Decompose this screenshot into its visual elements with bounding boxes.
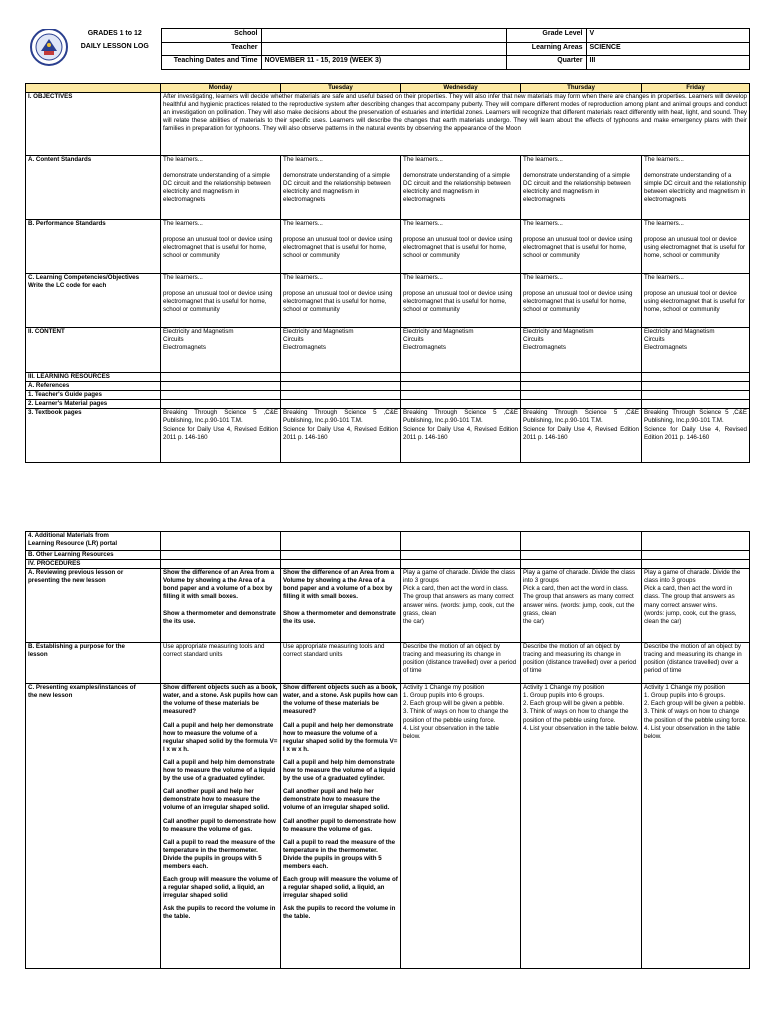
additional-materials-label: 4. Additional Materials from Learning Resource (LR) portal [26, 532, 161, 551]
performance-standards-mon: The learners... propose an unusual tool or device using electromagnet that is useful for home, school or community [161, 220, 281, 274]
learning-areas-field[interactable]: SCIENCE [586, 42, 749, 56]
learning-resources-label: III. LEARNING RESOURCES [26, 373, 161, 382]
presenting-tue-para: Show different objects such as a book, water, and a stone. Ask pupils how can the volume of these materials be measured? [283, 684, 398, 716]
presenting-mon [161, 684, 281, 969]
day-thursday: Thursday [521, 84, 642, 93]
competencies-fri: The learners... propose an unusual tool or device using electromagnet that is useful for home, school or community [642, 274, 750, 328]
purpose-fri: Describe the motion of an object by tracing and measuring its change in position (distance travelled) over a period of time [642, 643, 750, 684]
reviewing-mon: Show the difference of an Area from a Volume by showing a the Area of a bond paper and a volume of a box by filling it with small boxes. Show a thermometer and demonstrate the its use. [161, 569, 281, 643]
empty-cell [521, 391, 642, 400]
day-wednesday: Wednesday [401, 84, 521, 93]
empty-cell [521, 382, 642, 391]
presenting-tue-para: Call a pupil and help her demonstrate how to measure the volume of a regular shaped solid by the formula V= l x w x h. [283, 721, 398, 753]
performance-standards-fri: The learners... propose an unusual tool or device using electromagnet that is useful for home, school or community [642, 220, 750, 274]
empty-cell [281, 400, 401, 409]
empty-cell [521, 532, 642, 551]
textbook-thu: Breaking Through Science 5 ,C&E Publishing, Inc.p.90-101 T.M. Science for Daily Use 4, Revised Edition 2011 p. 146-160 [521, 409, 642, 463]
reviewing-label: A. Reviewing previous lesson or presenting the new lesson [26, 569, 161, 643]
empty-cell [401, 391, 521, 400]
dates-field[interactable]: NOVEMBER 11 - 15, 2019 (WEEK 3) [261, 56, 506, 70]
textbook-mon: Breaking Through Science 5 ,C&E Publishing, Inc.p.90-101 T.M. Science for Daily Use 4, Revised Edition 2011 p. 146-160 [161, 409, 281, 463]
reviewing-tue: Show the difference of an Area from a Volume by showing a the Area of a bond paper and a volume of a box by filling it with small boxes. Show a thermometer and demonstrate the its use. [281, 569, 401, 643]
empty-cell [161, 400, 281, 409]
purpose-wed: Describe the motion of an object by tracing and measuring its change in position (distance travelled) over a period of time [401, 643, 521, 684]
deped-seal [25, 29, 69, 70]
presenting-label: C. Presenting examples/instances of the new lesson [26, 684, 161, 969]
content-label: II. CONTENT [26, 328, 161, 373]
school-label: School [161, 29, 261, 43]
presenting-mon-para: Show different objects such as a book, water, and a stone. Ask pupils how can the volume of these materials be measured? [163, 684, 278, 716]
content-thu: Electricity and Magnetism Circuits Electromagnets [521, 328, 642, 373]
performance-standards-tue: The learners... propose an unusual tool or device using electromagnet that is useful for home, school or community [281, 220, 401, 274]
learning-areas-label: Learning Areas [506, 42, 586, 56]
content-standards-fri: The learners... demonstrate understanding of a simple DC circuit and the relationship between electricity and magnetism in electromagnets [642, 156, 750, 220]
teacher-label: Teacher [161, 42, 261, 56]
competencies-thu: The learners... propose an unusual tool or device using electromagnet that is useful for home, school or community [521, 274, 642, 328]
presenting-mon-para: Call a pupil to read the measure of the temperature in the thermometer. Divide the pupils in groups with 5 members each. [163, 838, 276, 870]
school-field[interactable] [261, 29, 506, 43]
empty-cell [521, 373, 642, 382]
textbook-wed: Breaking Through Science 5 ,C&E Publishing, Inc.p.90-101 T.M. Science for Daily Use 4, Revised Edition 2011 p. 146-160 [401, 409, 521, 463]
content-standards-mon: The learners... demonstrate understanding of a simple DC circuit and the relationship between electricity and magnetism in electromagnets [161, 156, 281, 220]
learners-material-label: 2. Learner's Material pages [26, 400, 161, 409]
performance-standards-thu: The learners... propose an unusual tool or device using electromagnet that is useful for home, school or community [521, 220, 642, 274]
grades-label: GRADES 1 to 12 [87, 29, 142, 37]
presenting-wed: Activity 1 Change my position 1. Group pupils into 6 groups. 2. Each group will be given a pebble. 3. Think of ways on how to change the position of the pebble using force. 4. List your observation in the table below. [401, 684, 521, 969]
textbook-label: 3. Textbook pages [26, 409, 161, 463]
presenting-tue-para: Call another pupil to demonstrate how to measure the volume of gas. [283, 817, 396, 833]
empty-cell [281, 373, 401, 382]
grade-level-label: Grade Level [506, 29, 586, 43]
performance-standards-wed: The learners... propose an unusual tool or device using electromagnet that is useful for home, school or community [401, 220, 521, 274]
empty-cell [401, 400, 521, 409]
empty-cell [281, 560, 401, 569]
day-friday: Friday [642, 84, 750, 93]
empty-cell [281, 551, 401, 560]
empty-cell [161, 551, 281, 560]
empty-cell [281, 532, 401, 551]
textbook-fri: Breaking Through Science 5 ,C&E Publishing, Inc.p.90-101 T.M. Science for Daily Use 4, Revised Edition 2011 p. 146-160 [642, 409, 750, 463]
day-monday: Monday [161, 84, 281, 93]
competencies-wed: The learners... propose an unusual tool or device using electromagnet that is useful for home, school or community [401, 274, 521, 328]
references-label: A. References [26, 382, 161, 391]
empty-cell [161, 391, 281, 400]
empty-cell [281, 391, 401, 400]
presenting-tue-para: Call a pupil and help him demonstrate how to measure the volume of a liquid by the use of a graduated cylinder. [283, 758, 396, 783]
dll-label: DAILY LESSON LOG [80, 43, 149, 51]
empty-cell [642, 373, 750, 382]
empty-cell [521, 400, 642, 409]
deped-seal-icon [29, 29, 69, 67]
empty-cell [521, 551, 642, 560]
competencies-label: C. Learning Competencies/Objectives Write the LC code for each [26, 274, 161, 328]
teachers-guide-label: 1. Teacher's Guide pages [26, 391, 161, 400]
performance-standards-label: B. Performance Standards [26, 220, 161, 274]
lesson-log-table-continued [25, 531, 750, 969]
empty-cell [642, 532, 750, 551]
day-tuesday: Tuesday [281, 84, 401, 93]
procedures-label: IV. PROCEDURES [26, 560, 161, 569]
header-table [25, 28, 750, 70]
presenting-mon-para: Each group will measure the volume of a regular shaped solid, a liquid, an irregular shaped solid [163, 876, 278, 900]
content-mon: Electricity and Magnetism Circuits Electromagnets [161, 328, 281, 373]
purpose-label: B. Establishing a purpose for the lesson [26, 643, 161, 684]
day-header-blank [26, 84, 161, 93]
grade-level-field[interactable]: V [586, 29, 749, 43]
content-standards-tue: The learners... demonstrate understanding of a simple DC circuit and the relationship between electricity and magnetism in electromagnets [281, 156, 401, 220]
content-wed: Electricity and Magnetism Circuits Electromagnets [401, 328, 521, 373]
dates-label: Teaching Dates and Time [161, 56, 261, 70]
reviewing-wed: Play a game of charade. Divide the class into 3 groups Pick a card, then act the word in class. The group that answers as many correct answer wins. (words: jump, cook, cut the grass, clean the car) [401, 569, 521, 643]
presenting-mon-para: Call another pupil and help her demonstrate how to measure the volume of an irregular shaped solid. [163, 788, 270, 812]
presenting-mon-para: Call another pupil to demonstrate how to measure the volume of gas. [163, 817, 276, 833]
lesson-log-table [25, 83, 750, 463]
empty-cell [161, 382, 281, 391]
presenting-mon-para: Ask the pupils to record the volume in the table. [163, 905, 276, 921]
presenting-mon-para: Call a pupil and help her demonstrate how to measure the volume of a regular shaped solid by the formula V= l x w x h. [163, 721, 278, 753]
empty-cell [521, 560, 642, 569]
empty-cell [642, 400, 750, 409]
presenting-fri: Activity 1 Change my position 1. Group pupils into 6 groups. 2. Each group will be given a pebble. 3. Think of ways on how to change the position of the pebble using force. 4. List your observation in the table below. [642, 684, 750, 969]
content-standards-wed: The learners... demonstrate understanding of a simple DC circuit and the relationship between electricity and magnetism in electromagnets [401, 156, 521, 220]
empty-cell [642, 391, 750, 400]
presenting-tue-para: Each group will measure the volume of a regular shaped solid, a liquid, an irregular shaped solid [283, 876, 398, 900]
quarter-label: Quarter [506, 56, 586, 70]
competencies-tue: The learners... propose an unusual tool or device using electromagnet that is useful for home, school or community [281, 274, 401, 328]
content-standards-thu: The learners... demonstrate understanding of a simple DC circuit and the relationship between electricity and magnetism in electromagnets [521, 156, 642, 220]
objectives-label: I. OBJECTIVES [26, 93, 161, 156]
textbook-tue: Breaking Through Science 5 ,C&E Publishing, Inc.p.90-101 T.M. Science for Daily Use 4, Revised Edition 2011 p. 146-160 [281, 409, 401, 463]
header-spacer [69, 56, 161, 70]
empty-cell [401, 382, 521, 391]
empty-cell [161, 532, 281, 551]
content-fri: Electricity and Magnetism Circuits Electromagnets [642, 328, 750, 373]
empty-cell [642, 551, 750, 560]
presenting-thu: Activity 1 Change my position 1. Group pupils into 6 groups. 2. Each group will be given a pebble. 3. Think of ways on how to change the position of the pebble using force. 4. List your observation in the table below. [521, 684, 642, 969]
reviewing-fri: Play a game of charade. Divide the class into 3 groups Pick a card, then act the word in class. The group that answers as many correct answer wins. (words: jump, cook, cut the grass, clean the car) [642, 569, 750, 643]
purpose-mon: Use appropriate measuring tools and correct standard units [161, 643, 281, 684]
quarter-field[interactable]: III [586, 56, 749, 70]
content-tue: Electricity and Magnetism Circuits Electromagnets [281, 328, 401, 373]
objectives-text: After investigating, learners will decide whether materials are safe and useful based on their properties. They will also infer that new materials may form when there are changes in properties. Learners will develop healthful and hygienic practices related to the reproductive system after describing changes that accompany puberty. They will compare different modes of reproduction among plant and animal groups and conduct an investigation on pollination. They will also make decisions about the preservation of estuaries and intertidal zones. Learners will recognize that different materials react differently with heat, light, and sound. They will relate these abilities of materials to their specific uses. Learners will describe the changes that earth materials undergo. They will learn about the effects of typhoons and make emergency plans with their families in preparation for typhoons. They will also observe patterns in the natural events by observing the appearance of the Moon [161, 93, 750, 156]
empty-cell [281, 382, 401, 391]
competencies-mon: The learners... propose an unusual tool or device using electromagnet that is useful for home, school or community [161, 274, 281, 328]
empty-cell [401, 551, 521, 560]
empty-cell [642, 382, 750, 391]
presenting-tue-para: Ask the pupils to record the volume in the table. [283, 905, 396, 921]
purpose-thu: Describe the motion of an object by tracing and measuring its change in position (distance travelled) over a period of time [521, 643, 642, 684]
reviewing-thu: Play a game of charade. Divide the class into 3 groups Pick a card, then act the word in class. The group that answers as many correct answer wins. (words: jump, cook, cut the grass, clean the car) [521, 569, 642, 643]
presenting-mon-para: Call a pupil and help him demonstrate how to measure the volume of a liquid by the use of a graduated cylinder. [163, 758, 276, 783]
empty-cell [401, 560, 521, 569]
empty-cell [642, 560, 750, 569]
empty-cell [401, 532, 521, 551]
other-resources-label: B. Other Learning Resources [26, 551, 161, 560]
presenting-tue-para: Call another pupil and help her demonstrate how to measure the volume of an irregular shaped solid. [283, 788, 390, 812]
teacher-field[interactable] [261, 42, 506, 56]
content-standards-label: A. Content Standards [26, 156, 161, 220]
empty-cell [161, 560, 281, 569]
presenting-tue [281, 684, 401, 969]
day-header-row [26, 84, 750, 93]
presenting-tue-para: Call a pupil to read the measure of the temperature in the thermometer. Divide the pupils in groups with 5 members each. [283, 838, 396, 870]
empty-cell [401, 373, 521, 382]
empty-cell [161, 373, 281, 382]
purpose-tue: Use appropriate measuring tools and correct standard units [281, 643, 401, 684]
